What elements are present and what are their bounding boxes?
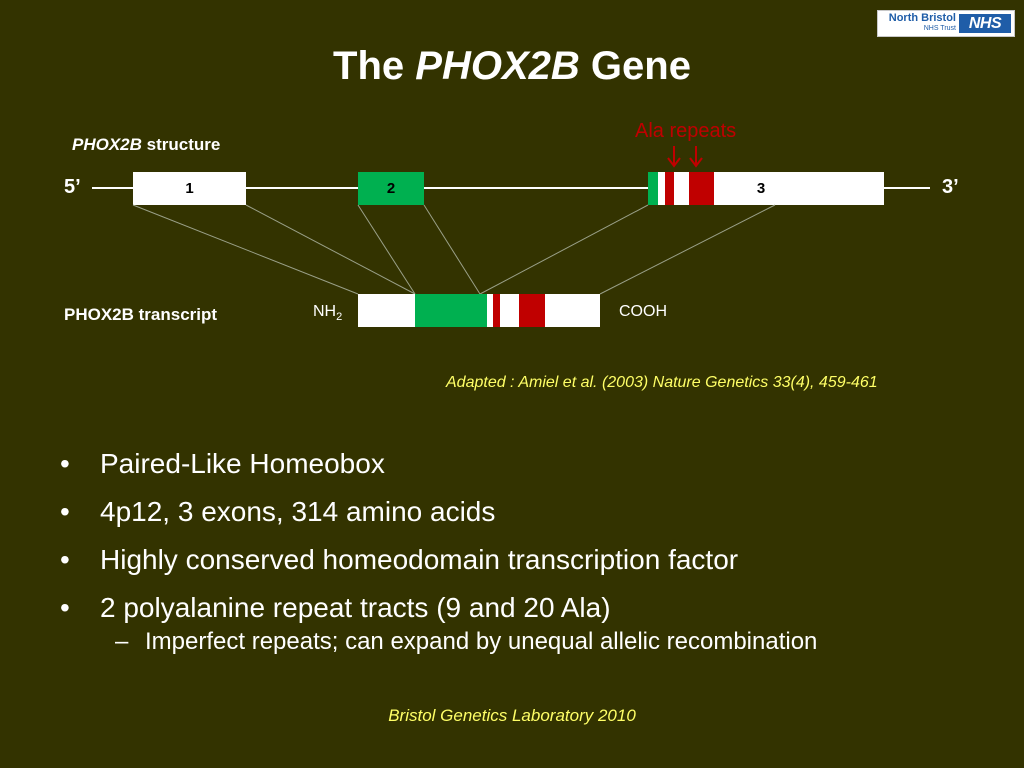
bullet-item: • Highly conserved homeodomain transcription factor (60, 544, 739, 575)
bullet-item: • 4p12, 3 exons, 314 amino acids (60, 496, 496, 527)
bullet-list (60, 440, 817, 658)
exon-1-label: 1 (185, 180, 194, 197)
footer: Bristol Genetics Laboratory 2010 (388, 706, 636, 725)
exon-3-label: 3 (756, 180, 766, 197)
structure-label (72, 135, 220, 155)
transcript-label: PHOX2B transcript (64, 305, 218, 324)
five-prime-label: 5’ (64, 176, 81, 198)
exon-3-ala-repeat-2 (689, 172, 714, 205)
bullet-text: Paired-Like Homeobox (100, 448, 385, 479)
title-gene: PHOX2B (415, 44, 580, 88)
nh-text: NH (313, 303, 337, 320)
nhs-mark: NHS (959, 14, 1011, 33)
map-line-exon2-end (424, 205, 480, 294)
exon-2-label: 2 (386, 180, 396, 197)
map-line-exon2-start (358, 205, 415, 294)
cooh-label: COOH (619, 303, 667, 320)
bullet-item: • Paired-Like Homeobox (60, 448, 385, 479)
nh2-label (313, 303, 342, 323)
structure-label-rest: structure (141, 135, 221, 154)
citation: Adapted : Amiel et al. (2003) Nature Genetics 33(4), 459-461 (446, 374, 878, 391)
ala-repeats-label: Ala repeats (635, 120, 737, 142)
map-line-exon1-start (133, 205, 358, 294)
bullet-text: Highly conserved homeodomain transcription factor (100, 544, 739, 575)
sub-bullet-item: – Imperfect repeats; can expand by unequal allelic recombination (115, 628, 818, 655)
bullet-text: 4p12, 3 exons, 314 amino acids (100, 496, 496, 527)
transcript-homeodomain (415, 294, 487, 327)
three-prime-label: 3’ (942, 176, 959, 198)
map-line-exon3-start (480, 205, 648, 294)
exon-3-homeodomain-part (648, 172, 658, 205)
transcript-ala-repeat-1 (493, 294, 500, 327)
nh-subscript: 2 (336, 311, 343, 324)
exon-3-ala-repeat-1 (665, 172, 674, 205)
title-suffix: Gene (579, 44, 691, 88)
logo-org-name: North Bristol (888, 12, 956, 24)
structure-label-gene: PHOX2B (72, 135, 142, 154)
logo-org-sub: NHS Trust (923, 25, 956, 32)
bullet-item: • 2 polyalanine repeat tracts (9 and 20 Ala) (60, 592, 611, 623)
map-line-exon3-end (600, 205, 775, 294)
title-prefix: The (333, 44, 416, 88)
map-line-exon1-end (246, 205, 415, 294)
bullet-text: 2 polyalanine repeat tracts (9 and 20 Ala) (100, 592, 611, 623)
transcript-ala-repeat-2 (519, 294, 545, 327)
sub-bullet-text: Imperfect repeats; can expand by unequal allelic recombination (145, 628, 818, 655)
